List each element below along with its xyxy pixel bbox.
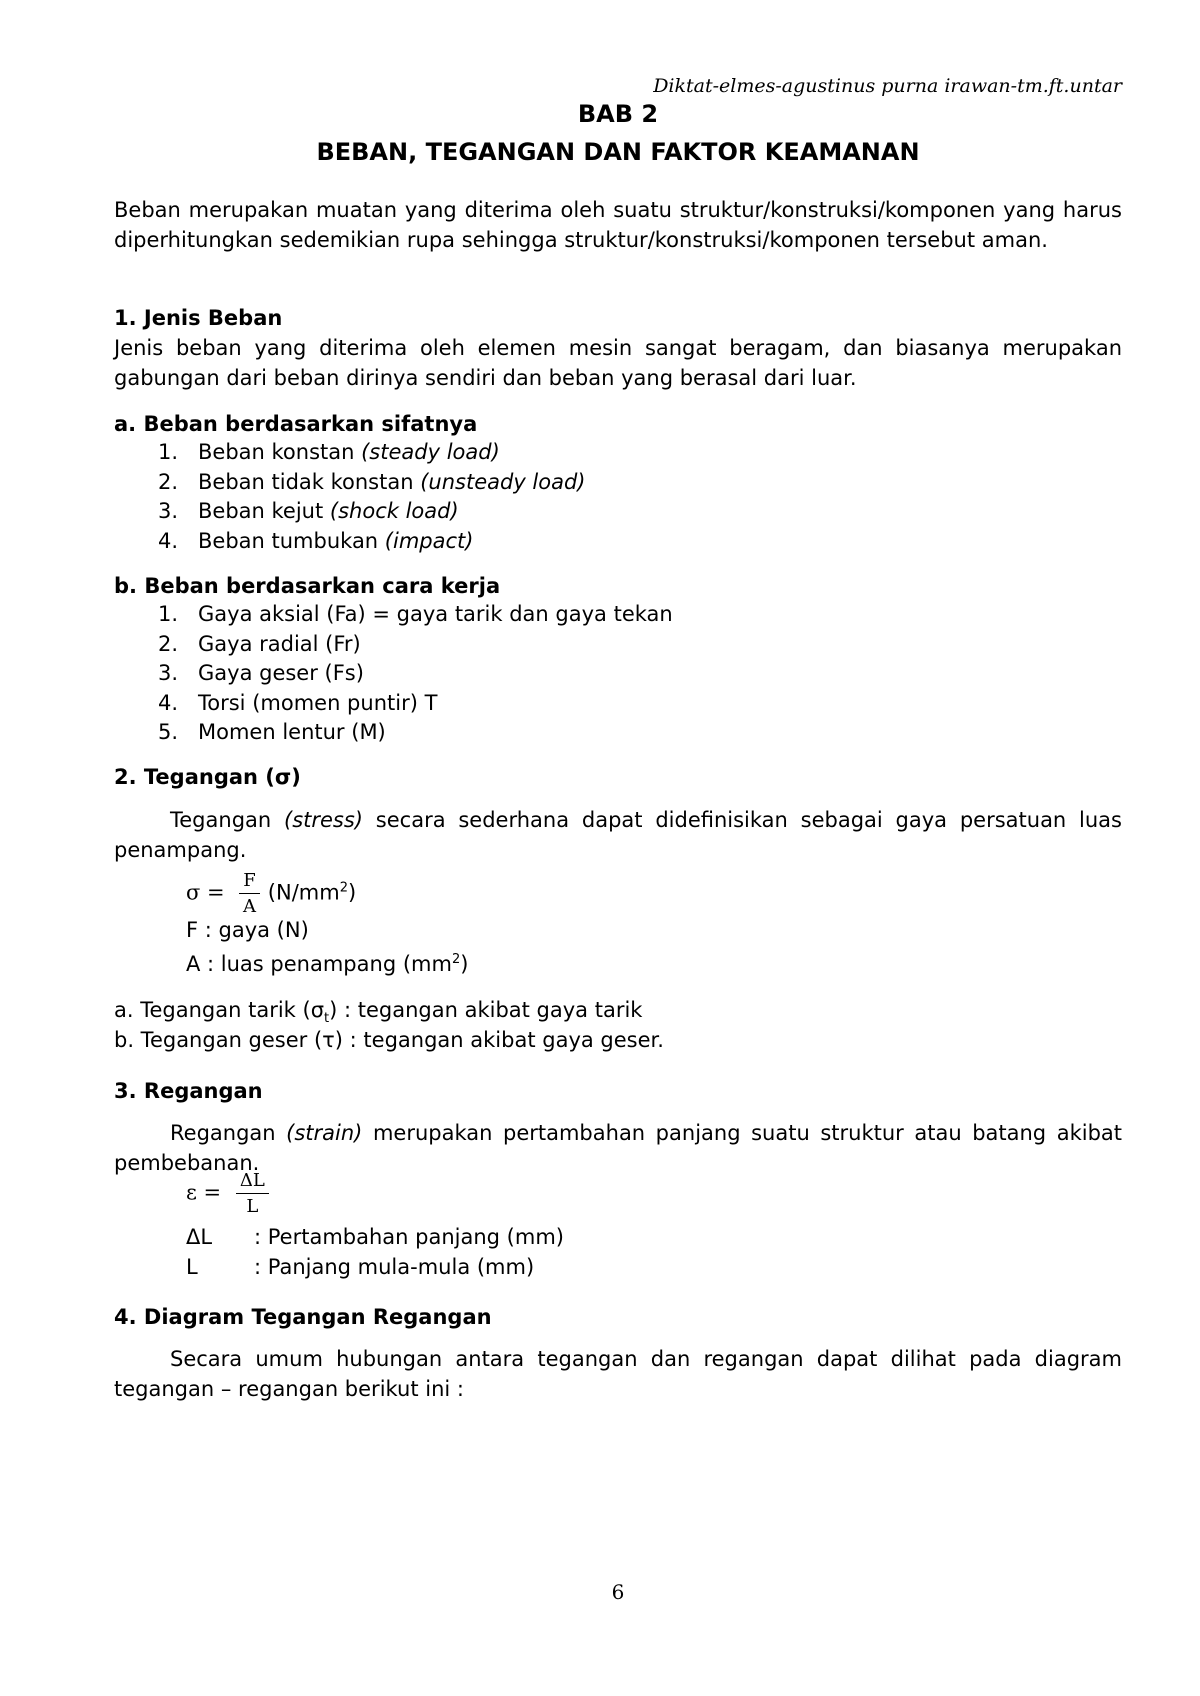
document-page <box>114 0 1122 1696</box>
list-item: 3. Beban kejut (shock load) <box>158 499 459 523</box>
section-1-heading: 1. Jenis Beban <box>114 306 283 330</box>
chapter-number: BAB 2 <box>577 100 659 128</box>
stress-definition: Tegangan (stress) secara sederhana dapat didefinisikan sebagai gaya persatuan luas penampang. <box>114 808 1122 862</box>
l-definition: L : Panjang mula-mula (mm) <box>186 1255 535 1279</box>
list-item: 1. Gaya aksial (Fa) = gaya tarik dan gaya tekan <box>158 602 673 626</box>
list-item: 3. Gaya geser (Fs) <box>158 661 364 685</box>
diagram-intro: Secara umum hubungan antara tegangan dan regangan dapat dilihat pada diagram tegangan – regangan berikut ini : <box>114 1347 1122 1401</box>
fraction: $\frac{F}{A}$ <box>239 870 260 917</box>
tensile-stress-line: a. Tegangan tarik $(\sigma_t)$ : tegangan akibat gaya tarik <box>114 998 643 1027</box>
list-item: 1. Beban konstan (steady load) <box>158 440 500 464</box>
load-work-list <box>158 600 673 748</box>
running-header: Diktat-elmes-agustinus purna irawan-tm.ft.untar <box>653 75 1122 97</box>
list-item: 4. Beban tumbukan (impact) <box>158 528 474 553</box>
area-definition: A : luas penampang $(mm^2)$ <box>186 952 469 976</box>
section-4-heading: 4. Diagram Tegangan Regangan <box>114 1305 492 1329</box>
delta-l-definition: ΔL : Pertambahan panjang (mm) <box>186 1225 564 1249</box>
load-nature-list <box>158 438 586 556</box>
page-number: 6 <box>611 1580 625 1604</box>
chapter-title: BEBAN, TEGANGAN DAN FAKTOR KEAMANAN <box>316 138 920 166</box>
section-1-text: Jenis beban yang diterima oleh elemen mesin sangat beragam, dan biasanya merupakan gabungan dari beban dirinya sendiri dan beban yang berasal dari luar. <box>114 336 1122 390</box>
section-2-heading: 2. Tegangan (σ) <box>114 765 301 789</box>
strain-formula: ε = $\frac{\Delta L}{L}$ <box>186 1170 277 1217</box>
list-item: 5. Momen lentur (M) <box>158 720 386 744</box>
list-item: 4. Torsi (momen puntir) T <box>158 690 438 715</box>
section-3-heading: 3. Regangan <box>114 1079 263 1103</box>
list-item: 2. Beban tidak konstan (unsteady load) <box>158 469 586 494</box>
section-b-heading: b. Beban berdasarkan cara kerja <box>114 574 501 598</box>
stress-formula: σ = $\frac{F}{A}$ $(N/mm^2)$ <box>186 870 357 917</box>
list-item: 2. Gaya radial (Fr) <box>158 631 361 656</box>
intro-paragraph: Beban merupakan muatan yang diterima oleh suatu struktur/konstruksi/komponen yang harus diperhitungkan sedemikian rupa sehingga struktur/konstruksi/komponen tersebut aman. <box>114 198 1122 252</box>
force-definition: F : gaya (N) <box>186 918 309 942</box>
shear-stress-line: b. Tegangan geser (τ) : tegangan akibat gaya geser. <box>114 1028 664 1052</box>
fraction: $\frac{\Delta L}{L}$ <box>236 1170 269 1217</box>
section-a-heading: a. Beban berdasarkan sifatnya <box>114 412 478 436</box>
strain-definition: Regangan (strain) merupakan pertambahan panjang suatu struktur atau batang akibat pembebanan. <box>114 1121 1122 1175</box>
